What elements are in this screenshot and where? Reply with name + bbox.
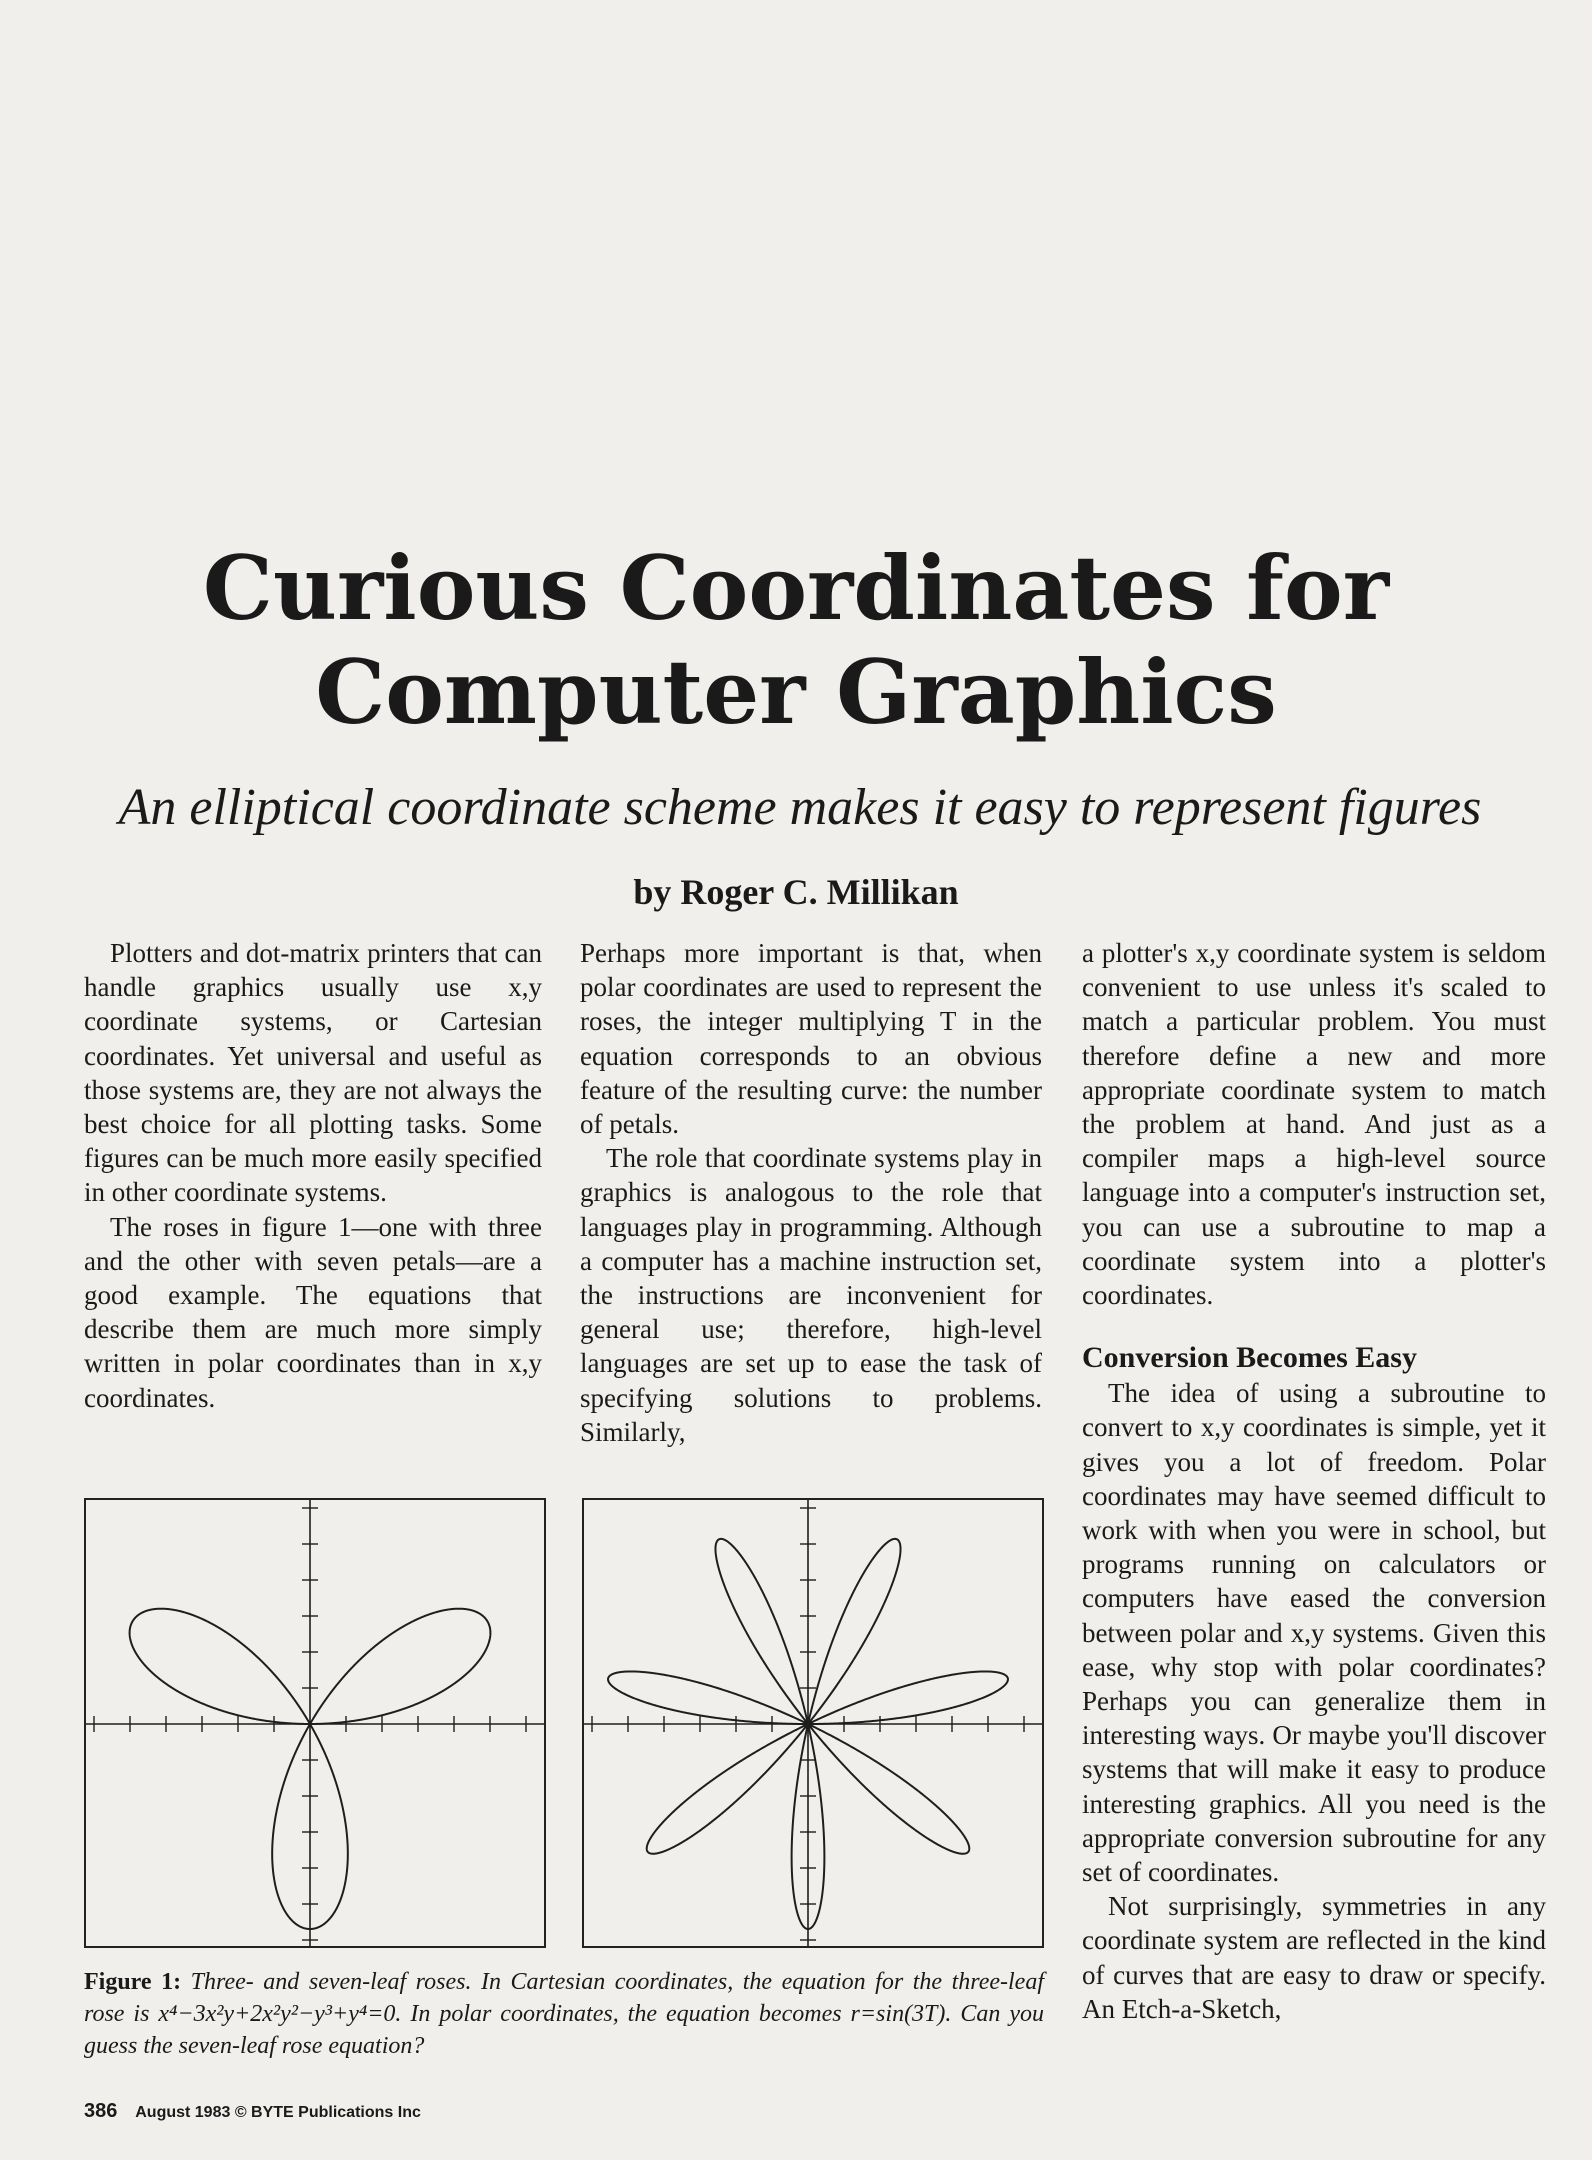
- footer-text: August 1983 © BYTE Publications Inc: [135, 2104, 421, 2121]
- paragraph: Plotters and dot-matrix printers that can handle graphics usually use x,y coordinate systems, or Cartesian coordinates. Yet universal and useful as those systems are, they are not always the best choice for all plotting tasks. Some figures can be much more easily specified in other coordinate systems.: [84, 938, 542, 1208]
- figure-label: Figure 1:: [84, 1969, 182, 1995]
- figure-caption: [84, 1966, 1044, 2062]
- paragraph: The role that coordinate systems play in graphics is analogous to the role that languages play in programming. Although a computer has a machine instruction set, the instructions are inconvenient for general use; therefore, high-level languages are set up to ease the task of specifying solutions to problems. Similarly,: [580, 1143, 1042, 1447]
- paragraph: The roses in figure 1—one with three and the other with seven petals—are a good example. The equations that describe them are much more simply written in polar coordinates than in x,y coordinates.: [84, 1211, 542, 1413]
- figure-seven-leaf-rose: [582, 1498, 1044, 1948]
- three-leaf-rose-plot: [86, 1500, 544, 1946]
- title-line-1: Curious Coordinates for: [202, 536, 1390, 640]
- article-title: [0, 536, 1592, 744]
- article-byline: by Roger C. Millikan: [633, 872, 959, 912]
- section-heading: Conversion Becomes Easy: [1082, 1341, 1417, 1375]
- text-column-1: [84, 936, 542, 1415]
- paragraph: a plotter's x,y coordinate system is seldom convenient to use unless it's scaled to match a particular problem. You must therefore define a new and more appropriate coordinate system to match the problem at hand. And just as a compiler maps a high-level source language into a computer's instruction set, you can use a subroutine to map a coordinate system into a plotter's coordinates.: [1082, 938, 1546, 1311]
- paragraph: Perhaps more important is that, when polar coordinates are used to represent the roses, the integer multiplying T in the equation corresponds to an obvious feature of the resulting curve: the number of petals.: [580, 938, 1042, 1140]
- page-number: 386: [84, 2100, 118, 2122]
- text-column-2: [580, 936, 1042, 1449]
- paragraph: Not surprisingly, symmetries in any coordinate system are reflected in the kind of curves that are easy to draw or specify. An Etch-a-Sketch,: [1082, 1891, 1546, 2024]
- title-line-2: Computer Graphics: [315, 640, 1277, 744]
- figure-caption-text: Three- and seven-leaf roses. In Cartesian coordinates, the equation for the three-leaf rose is x⁴−3x²y+2x²y²−y³+y⁴=0. In polar coordinates, the equation becomes r=sin(3T). Can you guess the seven-leaf rose equation?: [84, 1969, 1045, 2059]
- seven-leaf-rose-plot: [584, 1500, 1042, 1946]
- page-footer: [84, 2100, 421, 2123]
- text-column-3: [1082, 936, 1546, 2026]
- article-subtitle: An elliptical coordinate scheme makes it easy to represent figures: [118, 779, 1482, 836]
- figure-three-leaf-rose: [84, 1498, 546, 1948]
- paragraph: The idea of using a subroutine to convert to x,y coordinates is simple, yet it gives you a lot of freedom. Polar coordinates may have seemed difficult to work with when you were in school, but programs running on calculators or computers have eased the conversion between polar and x,y systems. Given this ease, why stop with polar coordinates? Perhaps you can generalize them in interesting ways. Or maybe you'll discover systems that will make it easy to produce interesting graphics. All you need is the appropriate conversion subroutine for any set of coordinates.: [1082, 1378, 1546, 1888]
